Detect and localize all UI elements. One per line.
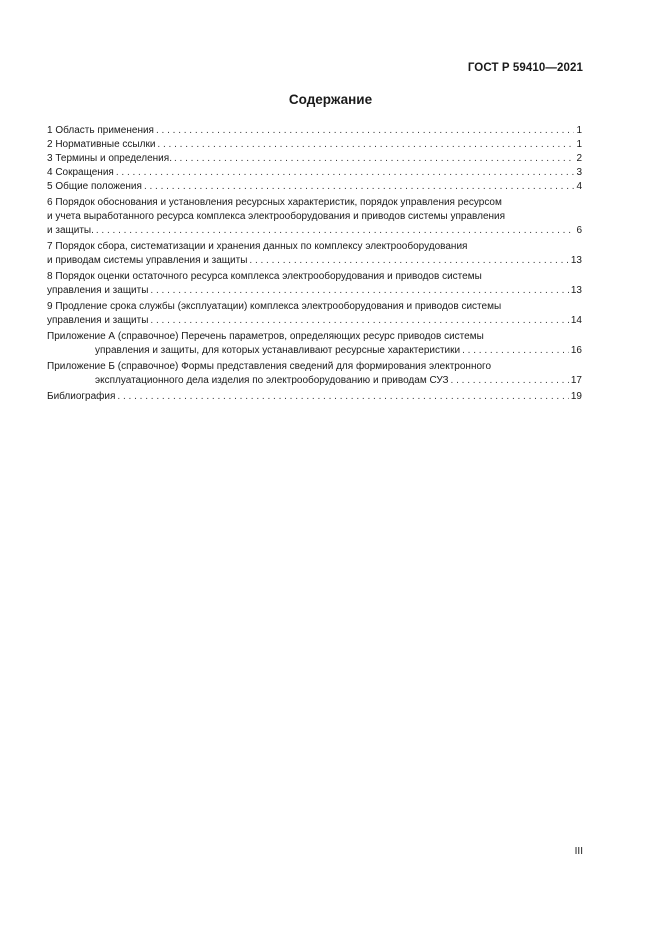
toc-page-number: 4 [576, 181, 582, 192]
toc-entry-text: 5 Общие положения [47, 181, 142, 192]
toc-entry-text: управления и защиты [47, 285, 149, 296]
toc-entry[interactable] [47, 152, 582, 166]
table-of-contents [47, 124, 582, 404]
toc-entry-text: эксплуатационного дела изделия по электрооборудованию и приводам СУЗ [95, 375, 449, 386]
dot-leader [249, 254, 568, 268]
toc-entry[interactable] [47, 166, 582, 180]
toc-entry-text: 2 Нормативные ссылки [47, 139, 156, 150]
toc-entry[interactable] [47, 360, 582, 388]
toc-entry-text: Приложение А (справочное) Перечень параметров, определяющих ресурс приводов системы [47, 331, 484, 342]
toc-page-number: 17 [570, 375, 582, 386]
dot-leader [150, 284, 568, 298]
toc-entry[interactable] [47, 196, 582, 238]
toc-entry[interactable] [47, 330, 582, 358]
toc-entry-text: управления и защиты [47, 315, 149, 326]
dot-leader [451, 374, 569, 388]
toc-entry-text: и учета выработанного ресурса комплекса электрооборудования и приводов системы управления [47, 211, 506, 222]
toc-entry[interactable] [47, 180, 582, 194]
toc-page-number: 1 [576, 139, 582, 150]
toc-page-number: 2 [576, 153, 582, 164]
toc-entry[interactable] [47, 300, 582, 328]
dot-leader [156, 124, 574, 138]
toc-entry-text: Библиография [47, 391, 116, 402]
toc-entry-text: 4 Сокращения [47, 167, 114, 178]
toc-entry[interactable] [47, 124, 582, 138]
toc-page-number: 1 [576, 125, 582, 136]
dot-leader [157, 138, 574, 152]
dot-leader [96, 224, 575, 238]
toc-entry-text: 6 Порядок обоснования и установления ресурсных характеристик, порядок управления ресурсом [47, 197, 502, 208]
dot-leader [462, 344, 569, 358]
toc-page-number: 14 [570, 315, 582, 326]
toc-page-number: 16 [570, 345, 582, 356]
toc-entry-text: 3 Термины и определения. [47, 153, 172, 164]
toc-page-number: 3 [576, 167, 582, 178]
toc-entry-text: и защиты. [47, 225, 94, 236]
toc-page-number: 19 [570, 391, 582, 402]
toc-entry[interactable] [47, 390, 582, 404]
toc-page-number: 13 [570, 285, 582, 296]
toc-entry[interactable] [47, 240, 582, 268]
toc-entry-text: Приложение Б (справочное) Формы представления сведений для формирования электронного [47, 361, 492, 372]
toc-entry-text: 9 Продление срока службы (эксплуатации) комплекса электрооборудования и приводов системы [47, 301, 502, 312]
page-number: III [574, 846, 583, 857]
toc-page-number: 13 [570, 255, 582, 266]
dot-leader [117, 390, 568, 404]
dot-leader [174, 152, 574, 166]
document-code: ГОСТ Р 59410—2021 [467, 62, 583, 74]
toc-entry-text: управления и защиты, для которых устанавливают ресурсные характеристики [95, 345, 461, 356]
toc-page-number: 6 [576, 225, 582, 236]
dot-leader [116, 166, 575, 180]
toc-entry-text: и приводам системы управления и защиты [47, 255, 248, 266]
toc-entry[interactable] [47, 138, 582, 152]
toc-entry-text: 1 Область применения [47, 125, 154, 136]
toc-entry[interactable] [47, 270, 582, 298]
dot-leader [144, 180, 575, 194]
toc-entry-text: 8 Порядок оценки остаточного ресурса комплекса электрооборудования и приводов системы [47, 271, 482, 282]
toc-entry-text: 7 Порядок сбора, систематизации и хранения данных по комплексу электрооборудования [47, 241, 468, 252]
toc-title: Содержание [288, 92, 373, 107]
dot-leader [150, 314, 568, 328]
